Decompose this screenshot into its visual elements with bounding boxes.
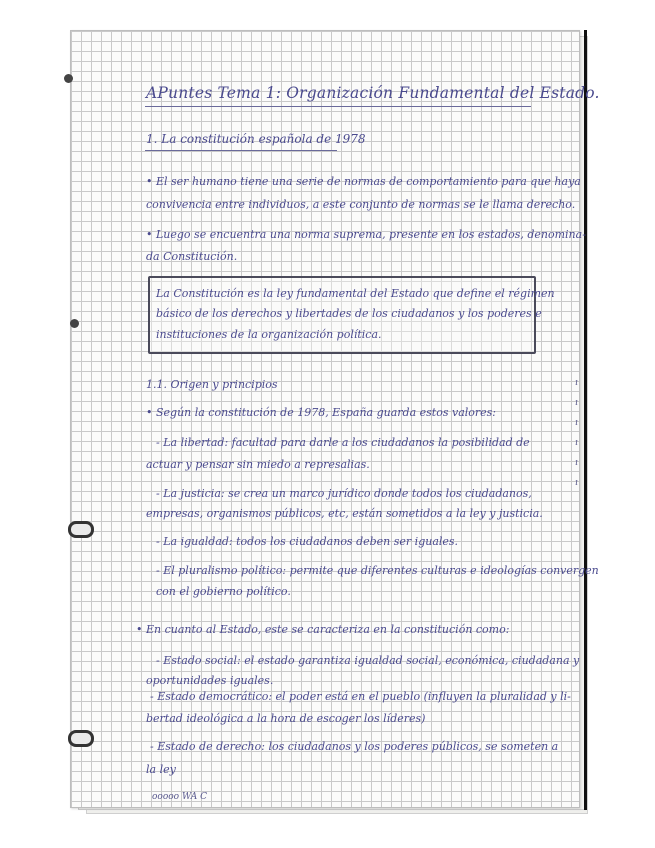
section-heading: 1. La constitución española de 1978 — [146, 132, 366, 146]
definition-line: instituciones de la organización política. — [156, 328, 382, 341]
paragraph-line: da Constitución. — [146, 250, 238, 263]
state-line: - Estado de derecho: los ciudadanos y los poderes públicos, se someten a — [150, 740, 559, 753]
margin-mark: ı — [575, 378, 578, 388]
page-title: APuntes Tema 1: Organización Fundamental del Estado. — [146, 84, 600, 102]
definition-line: La Constitución es la ley fundamental del Estado que define el régimen — [156, 287, 555, 300]
paragraph-line: • Luego se encuentra una norma suprema, presente en los estados, denomina- — [146, 228, 586, 241]
title-underline — [145, 106, 531, 107]
paragraph-line: • En cuanto al Estado, este se caracteriza en la constitución como: — [136, 623, 510, 636]
principle-line: - La justicia: se crea un marco jurídico donde todos los ciudadanos, — [156, 487, 532, 500]
footer-scribble: ooooo WA C — [152, 792, 208, 802]
state-line: la ley — [146, 763, 176, 776]
principle-line: - La igualdad: todos los ciudadanos deben ser iguales. — [156, 535, 459, 548]
principle-line: - El pluralismo político: permite que diferentes culturas e ideologías convergen — [156, 564, 599, 577]
subsection-heading: 1.1. Origen y principios — [146, 378, 278, 391]
paragraph-line: convivencia entre individuos, a este conjunto de normas se le llama derecho. — [146, 198, 576, 211]
paragraph-line: • Según la constitución de 1978, España guarda estos valores: — [146, 406, 497, 419]
state-line: bertad ideológica a la hora de escoger los líderes) — [146, 712, 426, 725]
margin-mark: ı — [575, 478, 578, 488]
binder-ring — [68, 521, 94, 538]
principle-line: empresas, organismos públicos, etc, están sometidos a la ley y justicia. — [146, 507, 543, 520]
principle-line: actuar y pensar sin miedo a represalias. — [146, 458, 370, 471]
binder-ring — [68, 730, 94, 747]
section-underline — [145, 150, 337, 151]
state-line: - Estado social: el estado garantiza igualdad social, económica, ciudadana y — [156, 654, 580, 667]
margin-mark: ı — [575, 438, 578, 448]
principle-line: con el gobierno político. — [156, 585, 291, 598]
margin-mark: ı — [575, 418, 578, 428]
state-line: - Estado democrático: el poder está en el pueblo (influyen la pluralidad y li- — [150, 690, 571, 703]
punch-hole — [64, 74, 73, 83]
state-line: oportunidades iguales. — [146, 674, 274, 687]
margin-mark: ı — [575, 458, 578, 468]
page-edge-shadow — [584, 30, 587, 810]
paragraph-line: • El ser humano tiene una serie de normas de comportamiento para que haya — [146, 175, 581, 188]
punch-hole — [70, 319, 79, 328]
definition-line: básico de los derechos y libertades de los ciudadanos y los poderes e — [156, 307, 542, 320]
margin-mark: ı — [575, 398, 578, 408]
principle-line: - La libertad: facultad para darle a los ciudadanos la posibilidad de — [156, 436, 530, 449]
